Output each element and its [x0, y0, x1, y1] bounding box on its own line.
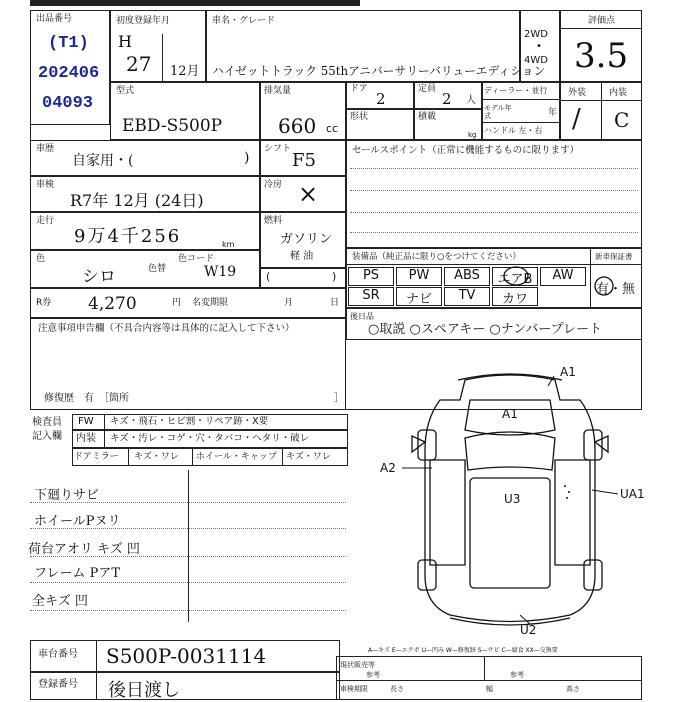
ruled-line	[350, 212, 638, 213]
mark-front-a1: A1	[560, 365, 576, 379]
ruled-line	[350, 168, 638, 169]
footer-field-a: 車検期限	[340, 685, 368, 693]
color-code-label: 色コード	[178, 254, 215, 264]
doors-value: 2	[376, 90, 386, 108]
paren-close: )	[332, 270, 337, 283]
shape-label: 形状	[350, 112, 369, 122]
mileage-value: 9万4千256	[74, 226, 182, 247]
equip-airbag: エアB	[492, 267, 538, 286]
ruled-line	[30, 582, 346, 583]
repair-label: 修復歴 有 ［箇所	[44, 393, 129, 404]
ruled-line	[350, 190, 638, 191]
fuel-note: 軽 油	[290, 251, 314, 262]
equip-aw: AW	[540, 267, 586, 286]
handle-label: ハンドル 左・右	[484, 126, 543, 135]
first-reg-label: 初度登録年月	[116, 16, 171, 26]
model-grade-label: 車名・グレード	[212, 16, 276, 26]
model-year-unit: 年	[548, 108, 558, 118]
load-label: 積載	[418, 112, 437, 122]
note-5: 全キズ 凹	[32, 594, 88, 609]
repair-close: ］	[334, 393, 344, 404]
displacement-label: 排気量	[264, 86, 292, 96]
fw-items: キズ・飛石・ヒビ割・リペア跡・X要	[110, 416, 269, 427]
fuel-value: ガソリン	[280, 232, 333, 247]
after-items-label: 後日品	[350, 312, 374, 321]
divider	[128, 448, 129, 466]
footer-ref-2: 参考	[510, 671, 524, 679]
name-change-month: 月	[284, 298, 294, 308]
mark-rear-u2: U2	[520, 623, 537, 637]
lot-label: 出品番号	[36, 14, 73, 24]
displacement-value: 660	[278, 114, 317, 138]
lot-line-2: 202406	[38, 64, 100, 83]
fuel-label: 燃料	[264, 216, 283, 226]
divider	[104, 414, 105, 448]
drive-4wd: 4WD	[524, 55, 548, 66]
doors-label: ドア	[350, 84, 368, 94]
color-code-value: W19	[204, 264, 237, 280]
footer-field-d: 高さ	[566, 685, 580, 693]
load-unit: kg	[468, 131, 477, 139]
note-4: フレーム PアT	[34, 566, 121, 581]
displacement-unit: cc	[326, 122, 339, 135]
color-label: 色	[36, 254, 46, 264]
equip-ps: PS	[348, 267, 394, 286]
use-box	[30, 140, 260, 176]
divider	[162, 34, 163, 82]
equipment-label: 装備品（純正品に限り○をつけてください）	[352, 252, 521, 262]
mirror-label: ドアミラー	[74, 452, 119, 462]
int-items: キズ・汚レ・コゲ・穴・タバコ・ヘタリ・破レ	[110, 433, 310, 444]
equip-leather: カワ	[492, 287, 538, 306]
divider	[560, 100, 642, 101]
model-grade-value: ハイゼットトラック 55thアニバーサリーバリューエディション	[212, 64, 546, 78]
equip-tv: TV	[444, 287, 490, 306]
shift-value: F5	[292, 150, 316, 171]
interior-label: 内装	[609, 88, 628, 98]
reg-label: 登録番号	[38, 679, 78, 690]
name-change-day: 日	[330, 298, 340, 308]
score-label: 評価点	[588, 16, 616, 26]
inspection-label: 車検	[36, 180, 55, 190]
mark-left-a2: A2	[380, 461, 396, 475]
use-close: )	[244, 150, 250, 166]
fw-label: FW	[78, 416, 94, 427]
capacity-unit: 人	[466, 95, 476, 106]
entry-label: 記入欄	[32, 431, 62, 442]
recycle-box	[30, 288, 346, 318]
exterior-value: /	[572, 104, 581, 134]
color-value: シロ	[82, 267, 116, 287]
lot-line-1: (T1)	[48, 34, 89, 53]
interior-value: C	[614, 108, 630, 132]
ruled-line	[30, 610, 346, 611]
ac-value: ×	[298, 180, 319, 208]
mirror-items: キズ・ワレ	[134, 452, 179, 462]
reg-value: 後日渡し	[108, 680, 180, 701]
title-strip	[30, 0, 360, 6]
score-value: 3.5	[574, 36, 629, 76]
recycle-unit: 円	[172, 298, 182, 308]
vehicle-damage-diagram	[370, 360, 650, 640]
divider	[282, 448, 283, 466]
type-label: 型式	[116, 86, 135, 96]
sales-point-label: セールスポイント（正常に機能するものに限ります）	[352, 145, 580, 156]
footer-field-b: 長さ	[390, 685, 404, 693]
chassis-label: 車台番号	[38, 649, 78, 660]
divider	[336, 680, 642, 681]
type-value: EBD-S500P	[122, 116, 223, 136]
first-reg-year: 27	[126, 52, 152, 76]
new-car-warranty-label: 新車保証書	[595, 252, 633, 261]
mileage-label: 走行	[36, 216, 55, 226]
lot-line-3: 04093	[42, 94, 94, 113]
chassis-value: S500P-0031114	[106, 644, 267, 668]
capacity-value: 2	[442, 90, 452, 108]
mileage-unit: km	[222, 240, 235, 249]
ruled-line	[350, 232, 638, 233]
first-reg-era: H	[118, 32, 132, 51]
damage-legend: A—キズ E—エクボ U—凹み W—修復跡 S—サビ C—腐食 XX—交換要	[368, 647, 558, 654]
inspection-value: R7年 12月 (24日)	[70, 191, 204, 210]
mark-hood-a1: A1	[502, 407, 518, 421]
after-items-value: ○取説 ○スペアキー ○ナンバープレート	[368, 322, 603, 337]
first-reg-month: 12月	[170, 64, 200, 79]
divider	[482, 122, 560, 123]
divider	[482, 99, 560, 100]
recycle-label: R券	[36, 298, 52, 308]
model-year-label: モデル年式	[484, 104, 512, 120]
equip-navi: ナビ	[396, 287, 442, 306]
equip-pw: PW	[396, 267, 442, 286]
footer-ref-1: 参考	[366, 671, 380, 679]
equip-abs: ABS	[444, 267, 490, 286]
mark-bed-u3: U3	[504, 492, 521, 506]
color-change-label: 色替	[148, 264, 167, 274]
wheel-items: キズ・ワレ	[286, 452, 331, 462]
dealer-label: ディーラー・並行	[484, 86, 548, 95]
warranty-circle-mark	[592, 274, 616, 298]
equip-sr: SR	[348, 287, 394, 306]
exterior-label: 外装	[568, 88, 587, 98]
divider	[601, 82, 602, 140]
int-label: 内装	[76, 433, 96, 444]
note-2: ホイールPヌリ	[34, 514, 121, 529]
name-change-label: 名変期限	[192, 298, 229, 308]
inspector-label: 検査員	[32, 417, 62, 428]
ac-label: 冷房	[264, 180, 283, 190]
airbag-circle-mark	[500, 264, 532, 288]
divider	[188, 470, 189, 622]
divider	[590, 248, 591, 308]
wheel-label: ホイール・キャップ	[196, 452, 277, 462]
footer-field-c: 幅	[486, 685, 493, 693]
recycle-value: 4,270	[88, 294, 137, 314]
use-value: 自家用・(	[72, 153, 134, 169]
notes-label: 注意事項申告欄（不具合内容等は具体的に記入して下さい）	[38, 323, 295, 334]
divider	[346, 264, 642, 265]
mark-right-ua1: UA1	[620, 487, 645, 501]
paren-open: (	[266, 270, 271, 283]
drive-dot: •	[536, 41, 542, 52]
note-1: 下廻りサビ	[34, 488, 100, 503]
divider	[192, 448, 193, 466]
drive-2wd: 2WD	[524, 29, 548, 40]
capacity-label: 定員	[418, 84, 437, 94]
warranty-value: 有・無	[596, 282, 636, 297]
note-3: 荷台アオリ キズ 凹	[28, 542, 140, 557]
divider	[560, 28, 642, 29]
shift-label: シフト	[264, 144, 292, 154]
divider	[484, 656, 485, 680]
use-label: 車歴	[36, 144, 55, 154]
footer-left-label: 現状販売等	[340, 661, 375, 669]
